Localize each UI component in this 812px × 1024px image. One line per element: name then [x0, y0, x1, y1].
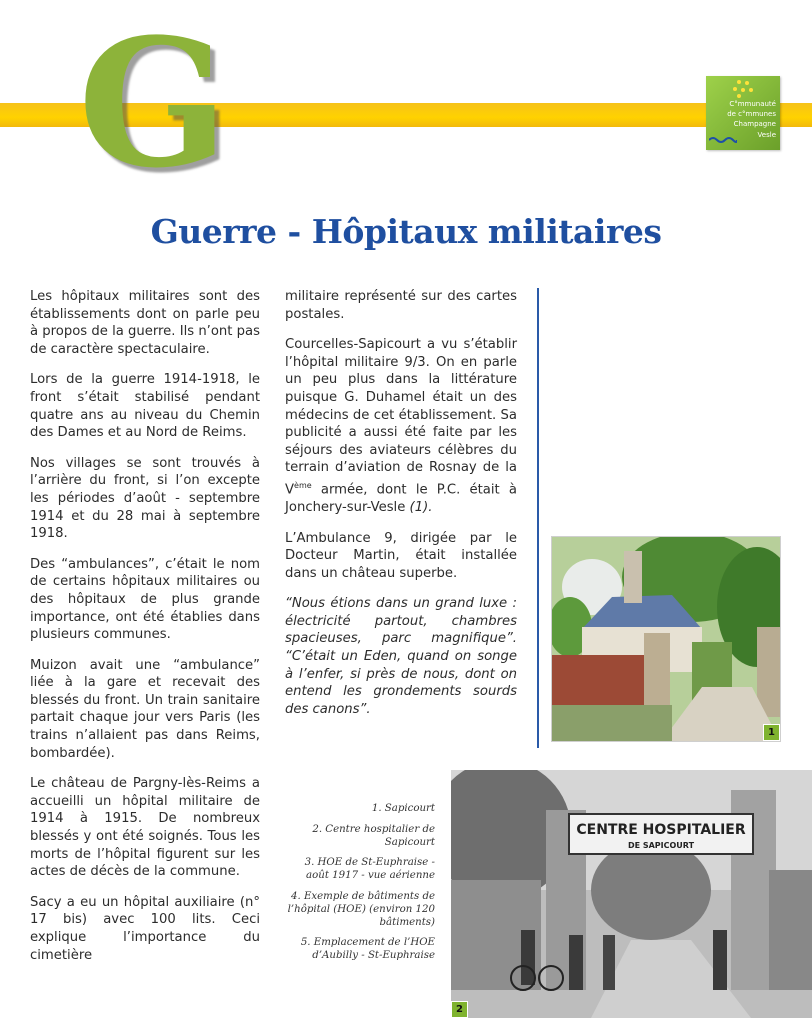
community-logo	[706, 76, 780, 150]
page-title: Guerre - Hôpitaux militaires	[150, 212, 662, 251]
caption: 1. Sapicourt	[371, 803, 435, 814]
logo-wave-icon	[709, 136, 737, 144]
caption: 5. Emplacement de l’HOE d’Aubilly - St-Euphraise	[300, 937, 435, 962]
logo-dots-icon	[731, 80, 761, 100]
paragraph: L’Ambulance 9, dirigée par le Docteur Martin, était installée dans un château superbe.	[285, 530, 517, 581]
logo-line-1: C°mmunauté	[729, 100, 776, 108]
photo-sapicourt	[551, 536, 781, 742]
quotation: “Nous étions dans un grand luxe : électricité partout, chambres spacieuses, parc magnifique”. “C’était un Eden, quand on songe à l’enfer, si près de nous, dont on entend les grondements sourds des canons”.	[285, 596, 517, 717]
sign-line-1: CENTRE HOSPITALIER	[576, 822, 746, 838]
paragraph: Le château de Pargny-lès-Reims a accueilli un hôpital militaire de 1914 à 1915. De nombreux blessés y ont été soignés. Tous les morts de l’hôpital figurent sur les actes de décès de la commune.	[30, 776, 260, 880]
paragraph: Des “ambulances”, c’était le nom de certains hôpitaux militaires ou des hôpitaux de plus grande importance, ont été établies dans plusieurs communes.	[30, 556, 260, 643]
column-divider	[537, 288, 539, 748]
paragraph: Sacy a eu un hôpital auxiliaire (n° 17 bis) avec 100 lits. Ceci explique l’importance du cimetière	[30, 894, 260, 963]
photo-centre-hospitalier	[451, 770, 812, 1018]
footnote-reference: (1).	[409, 499, 433, 515]
sign-line-2: DE SAPICOURT	[627, 841, 695, 850]
paragraph: Muizon avait une “ambulance” liée à la gare et recevait des blessés du front. Un train sanitaire partait chaque jour vers Paris (les trains n’allaient pas dans Reims, bombardée).	[30, 657, 260, 761]
caption: 3. HOE de St-Euphraise - août 1917 - vue aérienne	[304, 857, 435, 882]
photo-number-badge: 1	[763, 724, 780, 741]
photo-number-badge: 2	[451, 1001, 468, 1018]
paragraph: Lors de la guerre 1914-1918, le front s’était stabilisé pendant quatre ans au niveau du Chemin des Dames et au Nord de Reims.	[30, 372, 260, 441]
photo-captions	[283, 803, 435, 971]
logo-line-3: Champagne	[733, 120, 776, 128]
paragraph: Nos villages se sont trouvés à l’arrière du front, si l’on excepte les périodes d’août - septembre 1914 et du 28 mai à septembre 1918.	[30, 455, 260, 542]
paragraph: Courcelles-Sapicourt a vu s’établir l’hôpital militaire 9/3. On en parle un peu plus dans la littérature puisque G. Duhamel était un des médecins de cet établissement. Sa publicité a aussi été faite par les séjours des aviateurs célèbres du terrain d’aviation de Rosnay de la Vème armée, dont le P.C. était à Jonchery-sur-Vesle (1).	[285, 337, 517, 515]
caption: 2. Centre hospitalier de Sapicourt	[312, 823, 435, 848]
section-letter: G	[78, 0, 229, 207]
caption: 4. Exemple de bâtiments de l’hôpital (HOE) (environ 120 bâtiments)	[287, 890, 435, 928]
paragraph: Les hôpitaux militaires sont des établissements dont on parle peu à propos de la guerre. Ils n’ont pas de caractère spectaculaire.	[30, 289, 260, 357]
paragraph: militaire représenté sur des cartes postales.	[285, 289, 517, 322]
logo-line-2: de c°mmunes	[727, 110, 776, 118]
text-column-2	[285, 288, 517, 718]
text-column-1	[30, 288, 260, 964]
logo-line-4: Vesle	[757, 131, 776, 139]
